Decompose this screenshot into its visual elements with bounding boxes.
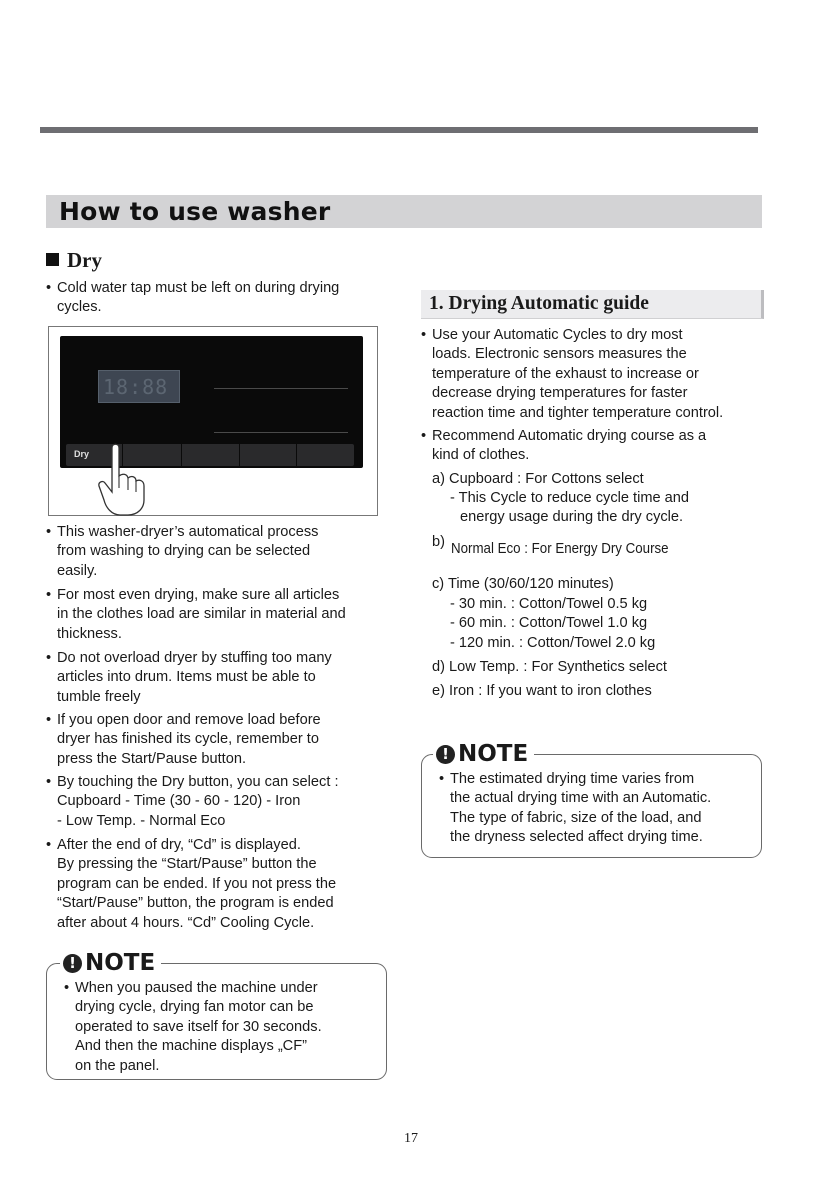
bullet-line: Use your Automatic Cycles to dry most	[432, 327, 683, 343]
dry-heading-text: Dry	[67, 248, 102, 272]
alert-icon: !	[436, 745, 455, 764]
note-title-text: NOTE	[85, 950, 156, 976]
display-digits: 18:88	[103, 375, 169, 399]
bullet-line: program can be ended. If you not press the	[57, 875, 337, 892]
guide-item: - 30 min. : Cotton/Towel 0.5 kg	[450, 596, 648, 612]
bullet-line: dryer has finished its cycle, remember to	[57, 731, 319, 748]
note-line: the dryness selected affect drying time.	[450, 829, 703, 846]
note-line: The type of fabric, size of the load, and	[450, 809, 702, 826]
bullet-line: Do not overload dryer by stuffing too many	[57, 650, 332, 666]
bullet-line: from washing to drying can be selected	[57, 543, 311, 560]
note-title	[60, 950, 161, 976]
button-separator	[181, 444, 182, 466]
bullet-line: in the clothes load are similar in material and	[57, 606, 346, 623]
guide-title: 1. Drying Automatic guide	[429, 293, 649, 314]
square-bullet-icon	[46, 253, 59, 266]
bullet-icon: •	[46, 712, 52, 728]
note-line: The estimated drying time varies from	[450, 771, 695, 787]
bullet-line: By touching the Dry button, you can select :	[57, 774, 339, 790]
section-header	[46, 195, 762, 228]
pointing-hand-icon	[96, 440, 156, 516]
bullet-line: easily.	[57, 562, 98, 579]
note-line: on the panel.	[75, 1057, 160, 1074]
button-separator	[296, 444, 297, 466]
bullet-line: kind of clothes.	[432, 447, 530, 464]
dry-button[interactable]: Dry	[74, 449, 90, 459]
panel-line	[214, 388, 348, 389]
bullet-icon: •	[439, 771, 445, 787]
guide-item: a) Cupboard : For Cottons select	[432, 471, 644, 487]
guide-item: d) Low Temp. : For Synthetics select	[432, 659, 667, 675]
bullet-icon: •	[46, 524, 52, 540]
bullet-icon: •	[46, 837, 52, 853]
dry-heading	[46, 248, 102, 273]
bullet-line: For most even drying, make sure all articles	[57, 587, 340, 603]
bullet-icon: •	[46, 774, 52, 790]
note-title	[433, 741, 534, 767]
bullet-icon: •	[421, 327, 427, 343]
bullet-line: This washer-dryer’s automatical process	[57, 524, 319, 540]
bullet-line: thickness.	[57, 625, 122, 642]
guide-item: energy usage during the dry cycle.	[460, 509, 684, 525]
bullet-line: loads. Electronic sensors measures the	[432, 346, 687, 363]
bullet-icon: •	[64, 980, 70, 996]
note-line: operated to save itself for 30 seconds.	[75, 1018, 322, 1035]
guide-item: - 120 min. : Cotton/Towel 2.0 kg	[450, 635, 656, 651]
bullet-line: articles into drum. Items must be able to	[57, 669, 316, 686]
note-line: When you paused the machine under	[75, 980, 318, 996]
note-title-text: NOTE	[458, 741, 529, 767]
top-rule	[40, 127, 758, 133]
bullet-icon: •	[421, 428, 427, 444]
guide-item: - This Cycle to reduce cycle time and	[450, 490, 690, 506]
bullet-line: reaction time and tighter temperature control.	[432, 404, 724, 421]
note-line: the actual drying time with an Automatic.	[450, 790, 712, 807]
bullet-line: Cupboard - Time (30 - 60 - 120) - Iron	[57, 793, 301, 810]
guide-item: - 60 min. : Cotton/Towel 1.0 kg	[450, 615, 648, 631]
dry-intro-line: Cold water tap must be left on during drying	[57, 280, 340, 296]
guide-item: b)	[432, 534, 445, 550]
guide-item: c) Time (30/60/120 minutes)	[432, 576, 614, 592]
bullet-line: Recommend Automatic drying course as a	[432, 428, 707, 444]
panel-line	[214, 432, 348, 433]
bullet-icon: •	[46, 650, 52, 666]
bullet-line: After the end of dry, “Cd” is displayed.	[57, 837, 301, 853]
bullet-line: tumble freely	[57, 688, 141, 705]
bullet-icon: •	[46, 280, 52, 296]
guide-item: Normal Eco : For Energy Dry Course	[451, 541, 669, 557]
guide-header	[421, 290, 764, 319]
bullet-line: decrease drying temperatures for faster	[432, 385, 688, 402]
panel-display	[98, 370, 180, 403]
note-line: And then the machine displays „CF”	[75, 1038, 307, 1055]
bullet-line: temperature of the exhaust to increase or	[432, 365, 699, 382]
alert-icon: !	[63, 954, 82, 973]
page-number: 17	[404, 1131, 418, 1146]
guide-item: e) Iron : If you want to iron clothes	[432, 683, 652, 699]
bullet-line: after about 4 hours. “Cd” Cooling Cycle.	[57, 914, 315, 931]
bullet-line: press the Start/Pause button.	[57, 750, 247, 767]
bullet-line: “Start/Pause” button, the program is ended	[57, 895, 334, 912]
bullet-line: By pressing the “Start/Pause” button the	[57, 856, 317, 873]
bullet-line: If you open door and remove load before	[57, 712, 321, 728]
note-line: drying cycle, drying fan motor can be	[75, 999, 314, 1016]
dry-intro-line: cycles.	[57, 299, 102, 316]
button-separator	[239, 444, 240, 466]
bullet-icon: •	[46, 587, 52, 603]
bullet-line: - Low Temp. - Normal Eco	[57, 812, 226, 829]
section-title: How to use washer	[59, 197, 331, 226]
